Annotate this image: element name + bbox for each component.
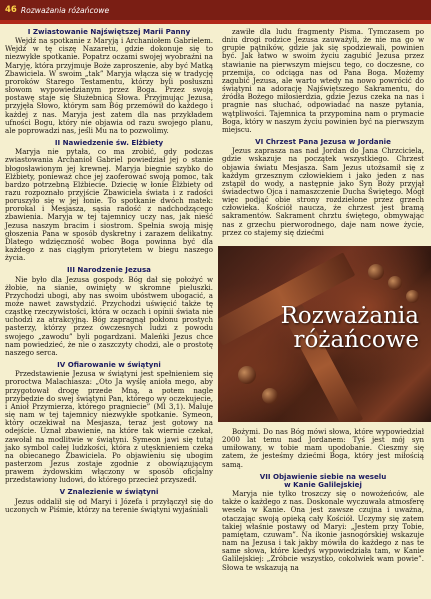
mystery-body-4: Przedstawienie Jezusa w świątyni jest spełnieniem się proroctwa Malachiasza: „Oto Ja wyślę anioła mego, aby przygotował drogę przede Mną, a potem nagle przybędzie do swej świątyni Pan, którego wy oczekujecie, i Anioł Przymierza, którego pragniecie” (Ml 3,1). Maluje się nam w tej tajemnicy niezwykłe spotkanie. Symeon, który oczekiwał na Mesjasza, teraz jest gotowy na odejście. Uznał zbawienie, na które tak wiernie czekał, zawołał na modlitwie w świątyni. Symeon jawi się tutaj jako symbol całej ludzkości, która z utęsknieniem czeka na obiecanego Zbawiciela. Po objawieniu się ubogim pasterzom Jezus zostaje zgodnie z obowiązującym prawem żydowskim włączony w sposób oficjalny przedstawiony ludowi, do którego przecież przyszedł.	[5, 369, 213, 485]
mystery-heading-7-line-2: w Kanie Galilejskiej	[284, 479, 362, 489]
mystery-heading-4: IV Ofiarowanie w świątyni	[57, 360, 161, 370]
rosary-bead	[368, 264, 384, 280]
mystery-body-6: Jezus zaprasza nas nad Jordan do Jana Chrzciciela, gdzie wskazuje na początek wszystkiego. Chrzest objawia światu Mesjasza. Sam Jezus utożsamił się z każdym grzesznym człowiekiem i jako jeden z nas zstąpił do wody, a następnie jako Syn Boży przyjął świadectwo Ojca i namaszczenie Ducha Świętego. Mógł więc podjąć obie strony rozdzielone przez grzech człowieka. Kościół naucza, że chrzest jest bramą sakramentów. Sakrament chrztu świętego, obmywając nas z grzechu pierworodnego, daje nam nowe życie, przez co stajemy się dziećmi	[222, 146, 424, 237]
rosary-photo	[218, 246, 431, 422]
header-divider	[0, 20, 431, 24]
mystery-heading-7	[222, 473, 424, 489]
page-header	[0, 0, 431, 20]
right-column-top	[222, 28, 424, 237]
left-column	[5, 28, 213, 514]
mystery-body-7: Maryja nie tylko troszczy się o nowożeńców, ale także o każdego z nas. Doskonale wyczuwała atmosferę wesela w Kanie. Ona jest zawsze czujna i uważna, otaczając swoją opieką cały Kościół. Uczymy się zatem takiej właśnie postawy od Maryi: „Jestem przy Tobie, pamiętam, czuwam”. Na ikonie jasnogórskiej wskazuje nam na Jezusa i tak jakby mówiła do każdego z nas te same słowa, które kiedyś wypowiedziała tam, w Kanie Galilejskiej: „Zróbcie wszystko, cokolwiek wam powie”. Słowa te wskazują na	[222, 489, 424, 572]
rosary-bead	[406, 290, 419, 303]
mystery-body-5: Jezus oddalił się od Maryi i Józefa i przyłączył się do uczonych w Piśmie, którzy na terenie świątyni wyjaśniali	[5, 496, 213, 514]
mystery-body-1: Wejdź na spotkanie z Maryją i Archaniołem Gabrielem. Wejdź w tę ciszę Nazaretu, gdzie dokonuje się to niezwykłe spotkanie. Popatrz oczami swojej wyobraźni na Maryję, która przyjmuje Boże zaproszenie, aby być Matką Zbawiciela. W swoim „tak” Maryja włącza się w tradycję proroków Starego Testamentu, którzy byli posłuszni słowom wypowiedzianym przez Boga. Przez swoją postawę staje się Służebnicą Słowa. Przyjmując Jezusa, przyjęła Słowo, którym sam Bóg przemówił do każdego i każdej z nas. Maryja jest zatem dla nas przykładem ufności Bogu, który nie objawia od razu swojego planu, ale poprowadzi nas, jeśli Mu na to pozwolimy.	[5, 36, 213, 135]
photo-title	[281, 304, 419, 352]
section-title: Rozważania różańcowe	[20, 5, 110, 15]
right-column-bottom	[222, 428, 424, 572]
mystery-heading-6: VI Chrzest Pana Jezusa w Jordanie	[255, 137, 391, 147]
mystery-body-2: Maryja nie pytała, co ma zrobić, gdy podczas zwiastowania Archanioł Gabriel powiedział jej o stanie błogosławionym jej krewnej. Maryja biegnie szybko do Elżbiety, ponieważ chce jej zaoferować swoją pomoc, tak bardzo potrzebną Elżbiecie. Dziecię w łonie Elżbiety od razu rozpoznało przyjście Zbawiciela świata i z radości poruszyło się w jej łonie. To spotkanie dwóch matek: prorokal i Mesjasza, sąsia radość z nadchodzącego zbawienia. Maryja w tej tajemnicy uczy nas, jak nieść Jezusa naszym bracim i siostrom. Spełnia swoją misję głoszenia Pana w sposób dyskretny i zarazem delikatny. Dlatego wdzięczność wobec Boga powinna być dla każdego z nas ciągłym priorytetem w biegu naszego życia.	[5, 147, 213, 263]
rosary-bead	[388, 276, 402, 290]
page-number: 46	[5, 5, 17, 15]
mystery-heading-5: V Znalezienie w świątyni	[59, 487, 159, 497]
mystery-heading-7-line-1: VII Objawienie siebie na weselu	[259, 471, 387, 481]
mystery-heading-1: I Zwiastowanie Najświętszej Marii Panny	[27, 27, 191, 36]
mystery-body-3: Nie było dla Jezusa gospody. Bóg dał się położyć w żłobie, na sianie, owinięty w skromne pieluszki. Przychodzi ubogi, aby nas swoim ubóstwem ubogacić, a może nawet zawstydzić. Przychodzi uświęcić także tę cząstkę rzeczywistości, która w oczach i opinii świata nie uchodzi za atrakcyjną. Bóg zapragnął pokłonu prostych pasterzy, którzy przez ówczesnych ludzi z powodu swojego „zawodu” byli pogardzani. Maleńki Jezus chce nam powiedzieć, że nie o zaszczyty chodzi, ale o prostotę naszego serca.	[5, 274, 213, 357]
rosary-bead	[262, 388, 278, 404]
mystery-6-continuation: Bożymi. Do nas Bóg mówi słowa, które wypowiedział 2000 lat temu nad Jordanem: Tyś jest mój syn umiłowany, w tobie mam upodobanie. Cieszmy się zatem, że jesteśmy dziećmi Boga, który jest miłością samą.	[222, 427, 424, 469]
mystery-heading-3: III Narodzenie Jezusa	[67, 265, 151, 275]
mystery-heading-2: II Nawiedzenie św. Elżbiety	[54, 138, 164, 148]
photo-title-line-2: różańcowe	[293, 327, 419, 353]
photo-title-line-1: Rozważania	[280, 303, 419, 329]
mystery-5-continuation: zawiłe dla ludu fragmenty Pisma. Tymczasem po dniu drogi rodzice Jezusa zauważyli, że nie ma go w grupie pątników, gdzie jak się spodziewali, powinien być. Jak łatwo w swoim życiu zagubić Jezusa przez stawianie na pierwszym miejscu tego, co doczesne, co przemija, co odciąga nas od Pana Boga. Możemy zagubić Jezusa, ale warto wtedy na nowo powrócić do świątyni na adorację Najświętszego Sakramentu, do źródła Bożego miłosierdzia, gdzie Jezus czeka na nas i pragnie nas słuchać, odpowiadać na nasze pytania, wątpliwości. Tajemnica ta przypomina nam o prymacie Boga, który w naszym życiu powinien być na pierwszym miejscu.	[222, 27, 424, 134]
rosary-bead	[238, 366, 256, 384]
